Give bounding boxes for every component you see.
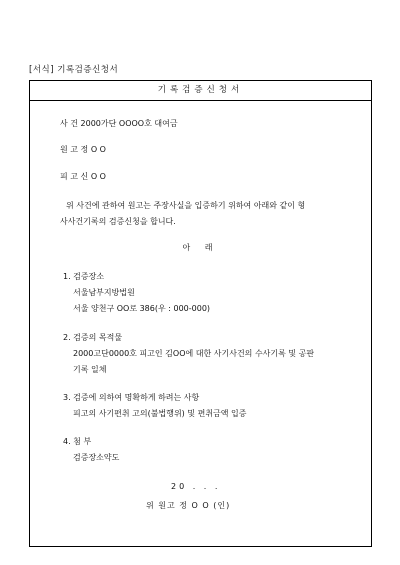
section-heading: 2. 검증의 목적물 xyxy=(63,333,123,342)
section-line: 서울남부지방법원 xyxy=(73,288,135,297)
case-line: 사 건 2000가단 OOOO호 대여금 xyxy=(60,119,178,128)
document-title: 기록검증신청서 xyxy=(30,81,371,101)
section-line: 2000고단0000호 피고인 김OO에 대한 사기사건의 수사기록 및 공판 xyxy=(73,349,315,358)
document-frame xyxy=(29,80,372,547)
section-heading: 4. 첨 부 xyxy=(63,437,92,446)
defendant-line: 피 고 신 O O xyxy=(60,172,106,181)
below-heading: 아 래 xyxy=(182,243,219,252)
section-line: 서울 양천구 OO로 386(우 : 000-000) xyxy=(73,304,211,313)
section-heading: 1. 검증장소 xyxy=(63,272,105,281)
signature-line: 위 원고 정 O O (인) xyxy=(146,501,231,510)
date-line: 20 . . . xyxy=(171,482,221,491)
section-heading: 3. 검증에 의하여 명확하게 하려는 사항 xyxy=(63,393,200,402)
form-label: [서식] 기록검증신청서 xyxy=(29,65,119,75)
section-line: 검증장소약도 xyxy=(73,453,120,462)
intro-line-2: 사사건기록의 검증신청을 합니다. xyxy=(60,217,176,226)
section-line: 피고의 사기편취 고의(불법행위) 및 편취금액 입증 xyxy=(73,409,247,418)
intro-line-1: 위 사건에 관하여 원고는 주장사실을 입증하기 위하여 아래와 같이 형 xyxy=(66,201,306,210)
plaintiff-line: 원 고 정 O O xyxy=(60,145,106,154)
section-line: 기록 일체 xyxy=(73,365,107,374)
